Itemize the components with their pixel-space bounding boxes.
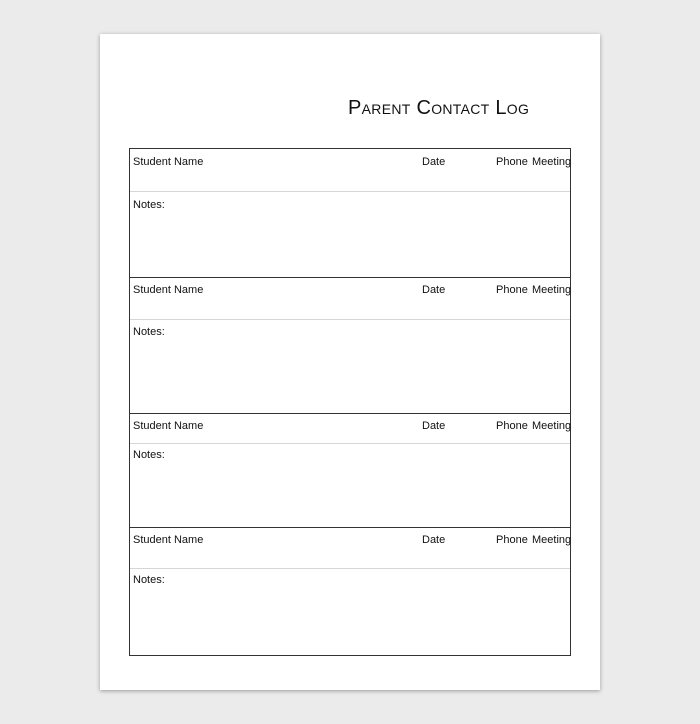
date-label: Date <box>422 156 446 168</box>
contact-log-table <box>129 148 571 656</box>
student-name-label: Student Name <box>133 420 204 432</box>
notes-label: Notes: <box>133 449 165 461</box>
notes-label: Notes: <box>133 326 165 338</box>
notes-label: Notes: <box>133 574 165 586</box>
meeting-label: Meeting <box>532 156 572 168</box>
log-entry <box>130 149 570 277</box>
log-entry <box>130 277 570 414</box>
phone-label: Phone <box>496 534 528 546</box>
date-label: Date <box>422 534 446 546</box>
entry-header-row <box>130 528 570 569</box>
phone-label: Phone <box>496 156 528 168</box>
meeting-label: Meeting <box>532 420 572 432</box>
meeting-label: Meeting <box>532 534 572 546</box>
entry-header-row <box>130 414 570 444</box>
phone-label: Phone <box>496 284 528 296</box>
student-name-label: Student Name <box>133 156 204 168</box>
student-name-label: Student Name <box>133 534 204 546</box>
meeting-label: Meeting <box>532 284 572 296</box>
phone-label: Phone <box>496 420 528 432</box>
entry-header-row <box>130 149 570 192</box>
student-name-label: Student Name <box>133 284 204 296</box>
page-title: Parent Contact Log <box>348 97 530 119</box>
document-page <box>100 34 600 690</box>
date-label: Date <box>422 420 446 432</box>
log-entry <box>130 527 570 656</box>
log-entry <box>130 413 570 528</box>
notes-label: Notes: <box>133 199 165 211</box>
entry-header-row <box>130 278 570 320</box>
date-label: Date <box>422 284 446 296</box>
